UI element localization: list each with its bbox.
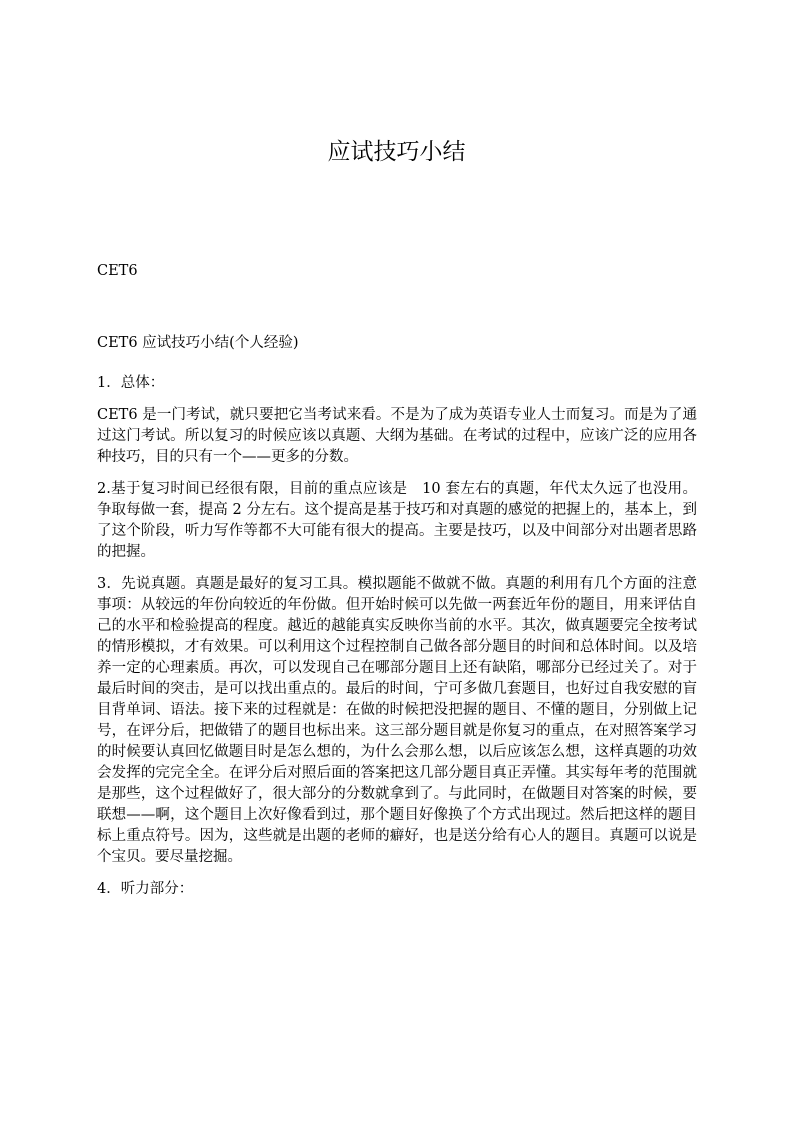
document-tag: CET6 [97,263,138,279]
section-heading-overall: 1．总体： [97,375,165,391]
paragraph-overall: CET6 是一门考试，就只要把它当考试来看。不是为了成为英语专业人士而复习。而是为了通过这门考试。所以复习的时候应该以真题、大纲为基础。在考试的过程中，应该广泛的应用各种技巧，目的只有一个——更多的分数。 [97,407,697,465]
document-subtitle: CET6 应试技巧小结(个人经验) [97,335,299,351]
document-title: 应试技巧小结 [327,139,466,165]
paragraph-past-papers: 3．先说真题。真题是最好的复习工具。模拟题能不做就不做。真题的利用有几个方面的注意事项：从较远的年份向较近的年份做。但开始时候可以先做一两套近年份的题目，用来评估自己的水平和检验提高的程度。越近的越能真实反映你当前的水平。其次，做真题要完全按考试的情形模拟，才有效果。可以利用这个过程控制自己做各部分题目的时间和总体时间。以及培养一定的心理素质。再次，可以发现自己在哪部分题目上还有缺陷，哪部分已经过关了。对于最后时间的突击，是可以找出重点的。最后的时间，宁可多做几套题目，也好过自我安慰的盲目背单词、语法。接下来的过程就是：在做的时候把没把握的题目、不懂的题目，分别做上记号，在评分后，把做错了的题目也标出来。这三部分题目就是你复习的重点，在对照答案学习的时候要认真回忆做题目时是怎么想的，为什么会那么想，以后应该怎么想，这样真题的功效会发挥的完完全全。在评分后对照后面的答案把这几部分题目真正弄懂。其实每年考的范围就是那些，这个过程做好了，很大部分的分数就拿到了。与此同时，在做题目对答案的时候，要联想——啊，这个题目上次好像看到过，那个题目好像换了个方式出现过。然后把这样的题目标上重点符号。因为，这些就是出题的老师的癖好，也是送分给有心人的题目。真题可以说是个宝贝。要尽量挖掘。 [97,576,697,865]
section-heading-listening: 4．听力部分： [97,881,194,897]
paragraph-focus: 2.基于复习时间已经很有限，目前的重点应该是 10 套左右的真题，年代太久远了也没用。争取每做一套，提高 2 分左右。这个提高是基于技巧和对真题的感觉的把握上的，基本上，到了这个阶段，听力写作等都不大可能有很大的提高。主要是技巧，以及中间部分对出题者思路的把握。 [97,481,697,560]
document-body [97,373,697,911]
